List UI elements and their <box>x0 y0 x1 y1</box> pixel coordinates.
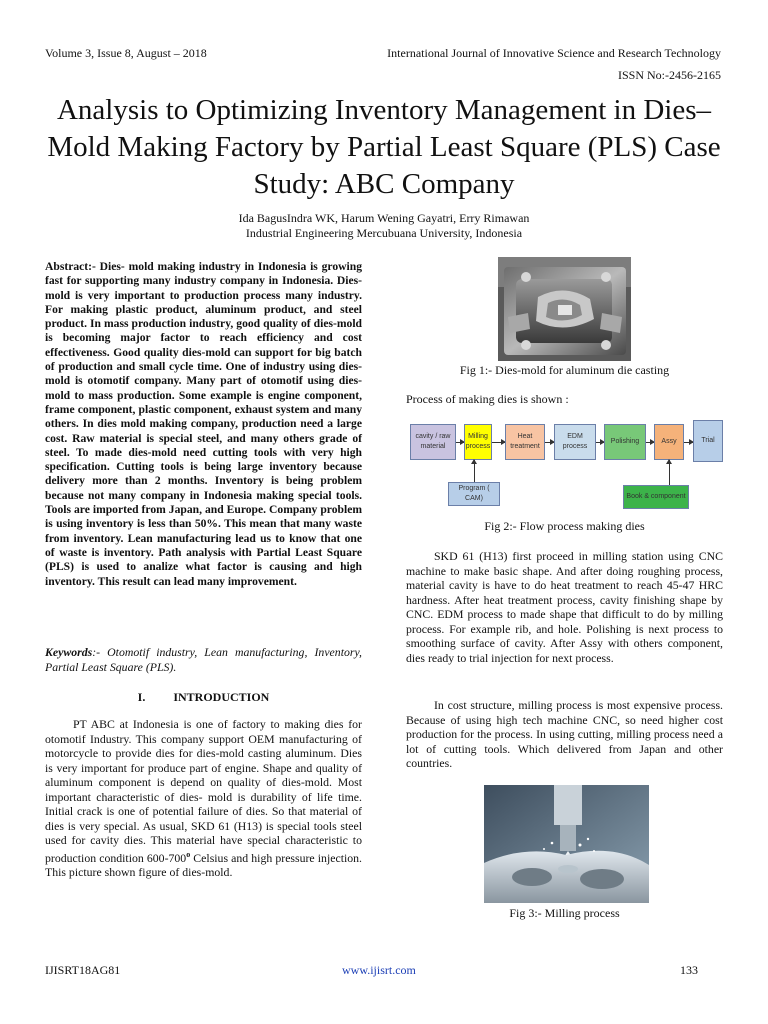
flow-box-trial <box>693 420 723 462</box>
flow-box-assy <box>654 424 684 460</box>
flow-arrow <box>596 442 604 443</box>
keywords-label: Keywords <box>45 645 93 659</box>
process-intro: Process of making dies is shown : <box>406 392 569 406</box>
flow-arrow <box>456 442 464 443</box>
flow-box-program-cam <box>448 482 500 506</box>
flow-label-book: Book & component <box>626 493 686 500</box>
flow-label-milling: Milling process <box>465 433 491 450</box>
fig2-caption: Fig 2:- Flow process making dies <box>484 519 645 533</box>
flow-arrow <box>492 442 505 443</box>
paper-title: Analysis to Optimizing Inventory Management in Dies–Mold Making Factory by Partial Least Square (PLS) Case Study: ABC Company <box>47 94 721 200</box>
flow-label-program: Program ( CAM) <box>458 485 490 502</box>
cost-paragraph: In cost structure, milling process is most expensive process. Because of using high tech machine CNC, so need higher cost production for the process. In using cutting, milling process need a lot of cutting tools. Which delivered from Japan and other countries. <box>406 698 723 770</box>
degree-mark: o <box>186 849 191 859</box>
author-affiliation: Industrial Engineering Mercubuana University, Indonesia <box>245 226 523 240</box>
fig3-caption: Fig 3:- Milling process <box>509 906 620 920</box>
author-names: Ida BagusIndra WK, Harum Wening Gayatri, Erry Rimawan <box>238 211 530 225</box>
header-journal: International Journal of Innovative Science and Research Technology <box>387 46 721 60</box>
flow-box-milling <box>464 424 492 460</box>
flow-box-polishing <box>604 424 646 460</box>
section-heading <box>45 690 362 705</box>
process-paragraph: SKD 61 (H13) first proceed in milling station using CNC machine to make basic shape. And after doing roughing process, material cavity is have to do heat treatment to reach 45-47 HRC hardness. After heat treatment process, cavity finishing shape by CNC. EDM process to made shape that difficult to do by milling process. For example rib, and hole. Polishing is next process to smoothing surface of cavity. After Assy with others component, dies ready to trial injection for next process. <box>406 549 723 665</box>
fig1-caption: Fig 1:- Dies-mold for aluminum die casting <box>459 363 670 377</box>
keywords-text: :- Otomotif industry, Lean manufacturing, Inventory, Partial Least Square (PLS). <box>45 645 362 674</box>
flow-label-assy: Assy <box>661 438 677 445</box>
flow-label-raw: cavity / raw material <box>415 433 451 450</box>
section-number: I. <box>137 690 146 704</box>
flow-arrow-up <box>474 460 475 482</box>
header-issn: ISSN No:-2456-2165 <box>617 68 721 82</box>
flow-arrow <box>646 442 654 443</box>
introduction-paragraph <box>45 717 362 879</box>
flow-box-book-component <box>623 485 689 509</box>
footer-url-link[interactable]: www.ijisrt.com <box>342 963 416 977</box>
authors-block <box>40 211 728 241</box>
section-title: INTRODUCTION <box>173 690 270 704</box>
intro-text-1: PT ABC at Indonesia is one of factory to making dies for otomotif Industry. This company support OEM manufacturing of motorcycle to provide dies for dies-mold casting aluminum. Dies is very important for produce part of engine. Shape and quality of aluminum component is depend on quality of dies-mold. Most important characteristic of dies- mold is durability of life time. Initial crack is one of potential failure of dies. So that material of dies is very special. As usual, SKD 61 (H13) is special tools steel used for cavity dies. This material have special characteristic to production condition 600-700 <box>45 717 362 865</box>
flow-box-edm <box>554 424 596 460</box>
flow-label-trial: Trial <box>701 437 715 444</box>
flow-box-heat-treatment <box>505 424 545 460</box>
flow-label-heat: Heat treatment <box>510 433 540 450</box>
flow-arrow-up <box>669 460 670 485</box>
fig1-dies-mold-image <box>498 257 631 361</box>
fig2-flow-diagram <box>406 418 724 514</box>
header-volume: Volume 3, Issue 8, August – 2018 <box>45 46 207 60</box>
footer-page-number: 133 <box>680 963 698 977</box>
flow-label-polishing: Polishing <box>610 438 640 445</box>
abstract: Abstract:- Dies- mold making industry in Indonesia is growing fast for supporting many industry company in Indonesia. Dies- mold is very important to production process many industry. For making plastic product, aluminum product, and steel product. In mass production industry, good quality of dies-mold is becoming major factor to reach efficiency and cost effectiveness. Good quality dies-mold can support for big batch of production and small cycle time. One of industry using dies- mold is otomotif company. Many part of otomotif using dies-mold to mass production. Some example is engine component, frame component, plastic component, exhaust system and many others. In dies mold making company, production need a large cost. Raw material is special steel, and many others grade of steel. To made dies-mold need cutting tools with very high specification. Cutting tools is being large inventory because delivery more than 2 months. Inventory is being problem because not many company in Indonesia making special tools. Tools are imported from Japan, and Europe. Company problem is using inventory is less than 50%. This mean that many waste from inventory. Lean manufacturing lead us to know that one of waste is inventory. Path analysis with Partial Least Square (PLS) is used to analize what factor is causing and high inventory. This result can lead many improvement. <box>45 260 362 588</box>
footer-paper-id: IJISRT18AG81 <box>45 963 121 977</box>
flow-arrow <box>545 442 554 443</box>
fig3-milling-image <box>484 785 649 903</box>
intro-text-2: Celsius and high pressure injection. This picture shown figure of dies-mold. <box>45 850 362 879</box>
flow-label-edm: EDM process <box>562 433 588 450</box>
keywords <box>45 645 362 674</box>
flow-box-raw-material <box>410 424 456 460</box>
flow-arrow <box>684 442 693 443</box>
